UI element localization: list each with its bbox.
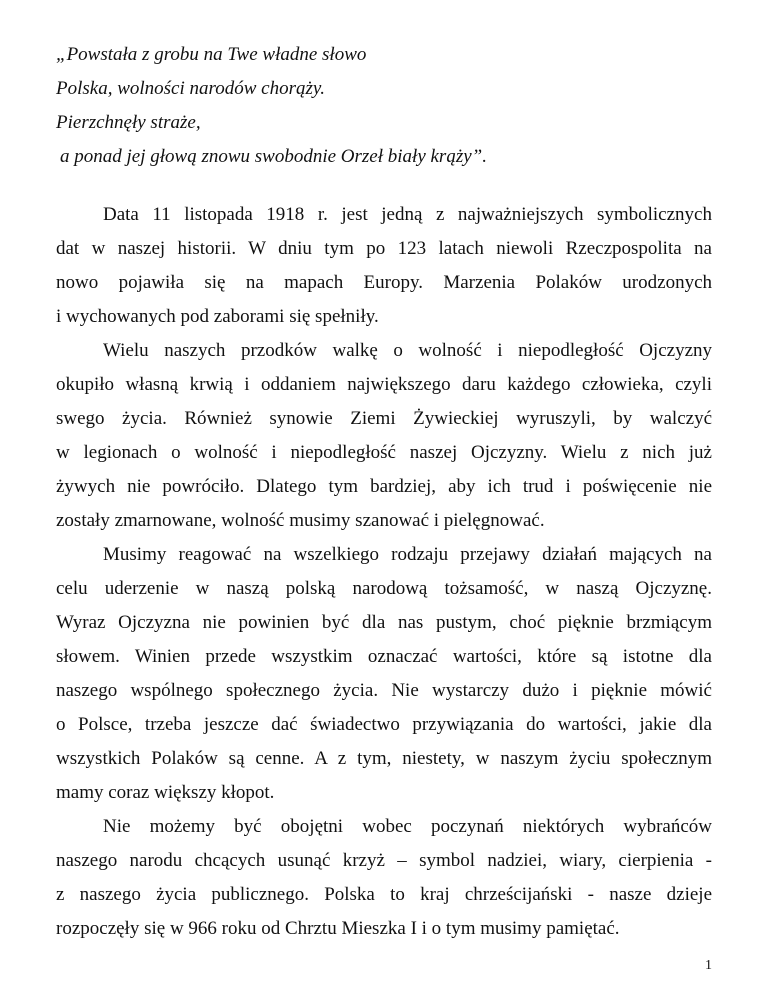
poem-quote [56,38,736,174]
paragraph-line: Wielu naszych przodków walkę o wolność i niepodległość Ojczyzny [103,340,712,361]
paragraph-line: i wychowanych pod zaborami się spełniły. [56,306,379,327]
paragraph-line: z naszego życia publicznego. Polska to kraj chrześcijański - nasze dzieje [56,884,712,905]
paragraph-line: Musimy reagować na wszelkiego rodzaju przejawy działań mających na [103,544,712,565]
page-number: 1 [705,958,712,973]
paragraph [56,810,712,946]
paragraph-line: żywych nie powróciło. Dlatego tym bardziej, aby ich trud i poświęcenie nie [56,476,712,497]
paragraph-line: Nie możemy być obojętni wobec poczynań niektórych wybrańców [103,816,712,837]
paragraph-line: w legionach o wolność i niepodległość naszej Ojczyzny. Wielu z nich już [56,442,712,463]
paragraph-line: dat w naszej historii. W dniu tym po 123 latach niewoli Rzeczpospolita na [56,238,712,259]
paragraph [56,538,712,810]
paragraph [56,334,712,538]
poem-line: Polska, wolności narodów chorąży. [56,78,325,99]
paragraph-line: celu uderzenie w naszą polską narodową tożsamość, w naszą Ojczyznę. [56,578,712,599]
body-text [56,198,712,946]
paragraph-line: o Polsce, trzeba jeszcze dać świadectwo przywiązania do wartości, jakie dla [56,714,712,735]
paragraph-line: nowo pojawiła się na mapach Europy. Marzenia Polaków urodzonych [56,272,712,293]
paragraph-line: rozpoczęły się w 966 roku od Chrztu Mieszka I i o tym musimy pamiętać. [56,918,620,939]
paragraph-line: naszego narodu chcących usunąć krzyż – symbol nadziei, wiary, cierpienia - [56,850,712,871]
paragraph-line: Data 11 listopada 1918 r. jest jedną z najważniejszych symbolicznych [103,204,712,225]
paragraph [56,198,712,334]
paragraph-line: słowem. Winien przede wszystkim oznaczać wartości, które są istotne dla [56,646,712,667]
paragraph-line: naszego wspólnego społecznego życia. Nie wystarczy dużo i pięknie mówić [56,680,712,701]
poem-line: Pierzchnęły straże, [56,112,201,133]
paragraph-line: Wyraz Ojczyzna nie powinien być dla nas pustym, choć pięknie brzmiącym [56,612,712,633]
paragraph-line: mamy coraz większy kłopot. [56,782,275,803]
paragraph-line: wszystkich Polaków są cenne. A z tym, niestety, w naszym życiu społecznym [56,748,712,769]
paragraph-line: okupiło własną krwią i oddaniem największego daru każdego człowieka, czyli [56,374,712,395]
paragraph-line: swego życia. Również synowie Ziemi Żywieckiej wyruszyli, by walczyć [56,408,712,429]
poem-line: a ponad jej głową znowu swobodnie Orzeł biały krąży”. [60,146,487,167]
poem-line: „Powstała z grobu na Twe władne słowo [56,44,367,65]
paragraph-line: zostały zmarnowane, wolność musimy szanować i pielęgnować. [56,510,545,531]
